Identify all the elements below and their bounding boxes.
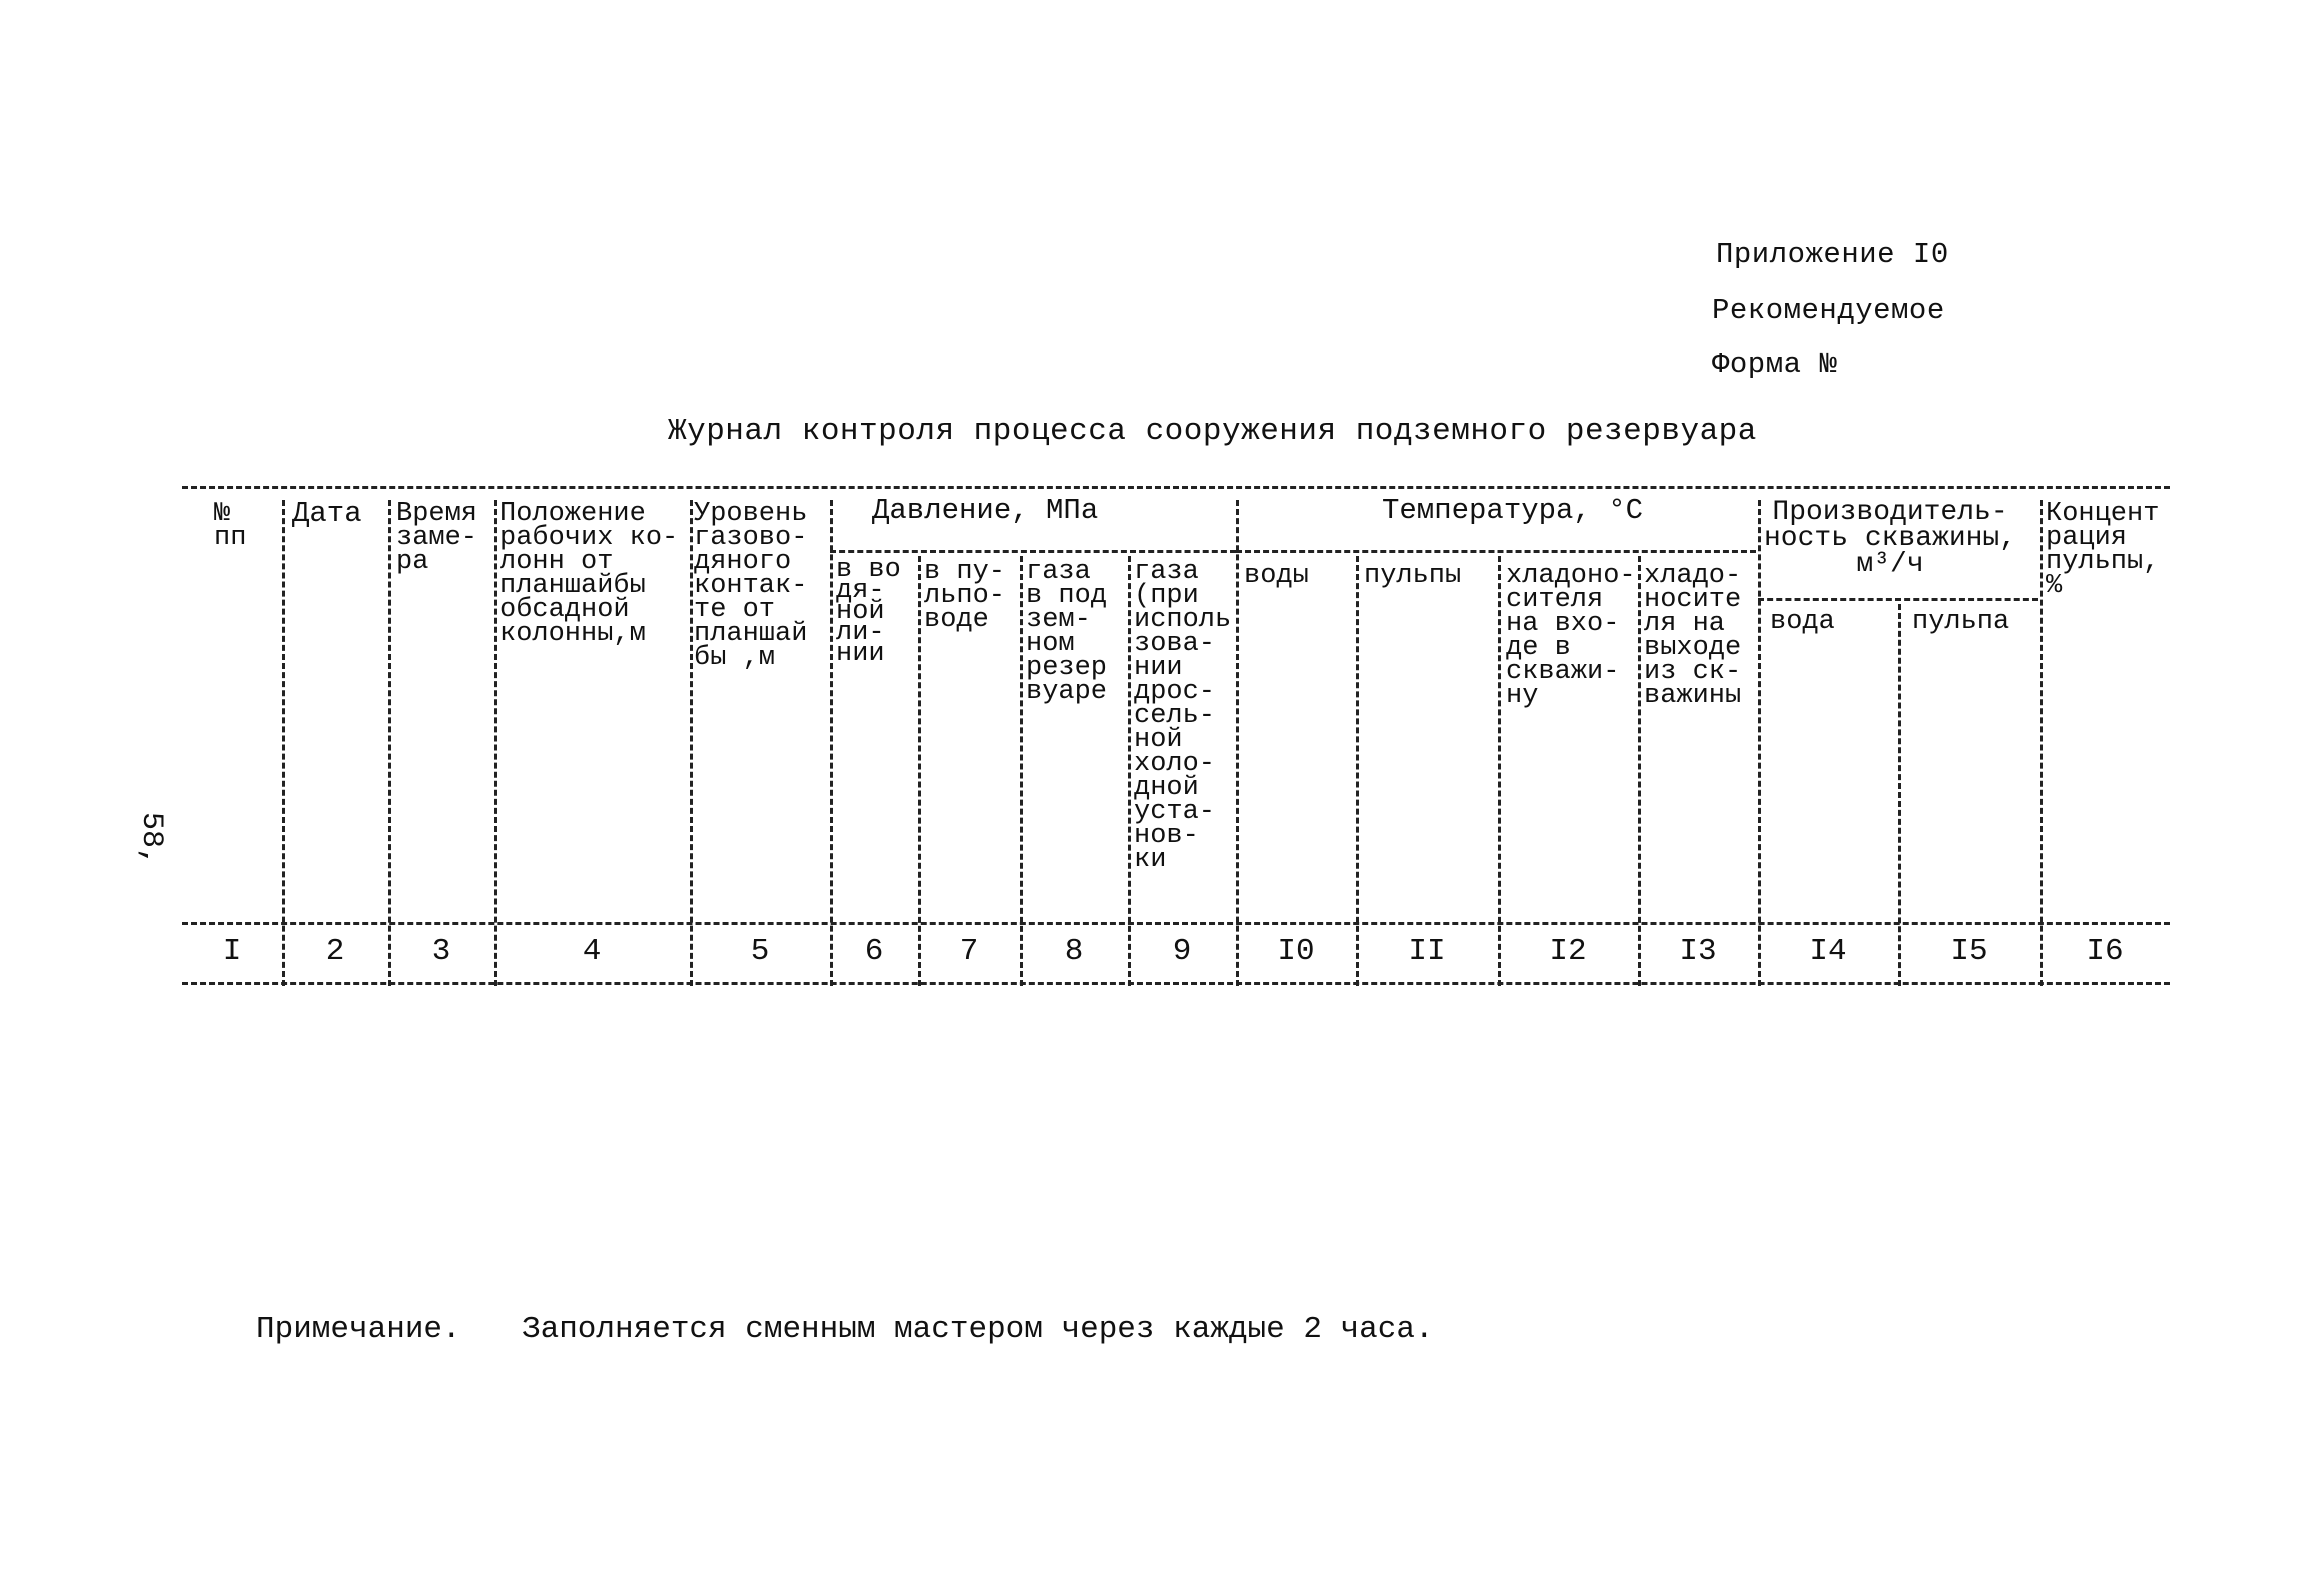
note-label: Примечание. — [256, 1312, 461, 1347]
subgroup-rule-pressure — [830, 550, 1236, 553]
col-divider-1 — [282, 500, 285, 986]
col-divider-4 — [690, 500, 693, 986]
col-number-4: 4 — [582, 934, 602, 969]
col-header-16: Концент рация пульпы, % — [2046, 499, 2160, 601]
col-divider-3 — [494, 500, 497, 986]
col-header-15: пульпа — [1912, 607, 2010, 637]
col-header-14: вода — [1770, 607, 1835, 637]
col-divider-14 — [1898, 604, 1901, 986]
group-header-temperature: Температура, °С — [1382, 494, 1644, 527]
col-number-15: I5 — [1950, 934, 1988, 969]
numbers-top-rule — [182, 922, 2170, 925]
col-number-12: I2 — [1549, 934, 1587, 969]
recommended-label: Рекомендуемое — [1712, 294, 1945, 327]
col-number-1: I — [222, 934, 242, 969]
col-divider-13 — [1758, 500, 1761, 986]
col-number-11: II — [1408, 934, 1446, 969]
col-header-5: Уровень газово- дяного контак- те от планшай бы ,м — [694, 499, 808, 673]
col-number-6: 6 — [864, 934, 884, 969]
col-divider-8 — [1128, 556, 1131, 986]
col-header-6: в во дя- ной ли- нии — [836, 555, 901, 669]
col-divider-10 — [1356, 556, 1359, 986]
form-label: Форма № — [1712, 348, 1838, 381]
col-number-3: 3 — [431, 934, 451, 969]
col-divider-7 — [1020, 556, 1023, 986]
col-header-7: в пу- льпо- воде — [924, 557, 1006, 635]
col-number-8: 8 — [1064, 934, 1084, 969]
col-header-10: воды — [1244, 561, 1309, 591]
group-header-productivity: Производитель- ность скважины, м³/ч — [1764, 497, 2017, 580]
col-header-3: Время заме- ра — [396, 499, 478, 577]
col-number-14: I4 — [1809, 934, 1847, 969]
col-number-7: 7 — [959, 934, 979, 969]
col-header-2: Дата — [292, 497, 362, 530]
page-number: 58, — [134, 812, 168, 867]
col-divider-6 — [918, 556, 921, 986]
col-number-10: I0 — [1277, 934, 1315, 969]
col-header-9: газа (при исполь зова- нии дрос- сель- ной холо- дной уста- нов- ки — [1134, 557, 1232, 875]
col-divider-5 — [830, 500, 833, 986]
col-number-16: I6 — [2086, 934, 2124, 969]
col-header-11: пульпы — [1364, 561, 1462, 591]
col-divider-11 — [1498, 556, 1501, 986]
col-number-2: 2 — [325, 934, 345, 969]
col-number-9: 9 — [1172, 934, 1192, 969]
group-header-pressure: Давление, МПа — [872, 494, 1099, 527]
col-divider-2 — [388, 500, 391, 986]
col-divider-9 — [1236, 500, 1239, 986]
document-title: Журнал контроля процесса сооружения подземного резервуара — [668, 414, 1757, 449]
col-header-12: хладоно- сителя на вхо- де в скважи- ну — [1506, 561, 1636, 711]
col-divider-15 — [2040, 500, 2043, 986]
table-top-rule — [182, 486, 2170, 489]
subgroup-rule-temperature — [1236, 550, 1756, 553]
col-number-5: 5 — [750, 934, 770, 969]
col-number-13: I3 — [1679, 934, 1717, 969]
col-divider-12 — [1638, 556, 1641, 986]
note-text: Заполняется сменным мастером через каждые 2 часа. — [522, 1312, 1434, 1347]
subgroup-rule-productivity — [1758, 598, 2038, 601]
col-header-8: газа в под зем- ном резер вуаре — [1026, 557, 1108, 707]
table-bottom-rule — [182, 982, 2170, 985]
col-header-13: хладо- носите ля на выходе из ск- важины — [1644, 561, 1742, 711]
col-header-1: № пп — [214, 499, 247, 553]
col-header-4: Положение рабочих ко- лонн от планшайбы обсадной колонны,м — [500, 499, 679, 649]
appendix-label: Приложение I0 — [1716, 238, 1949, 271]
